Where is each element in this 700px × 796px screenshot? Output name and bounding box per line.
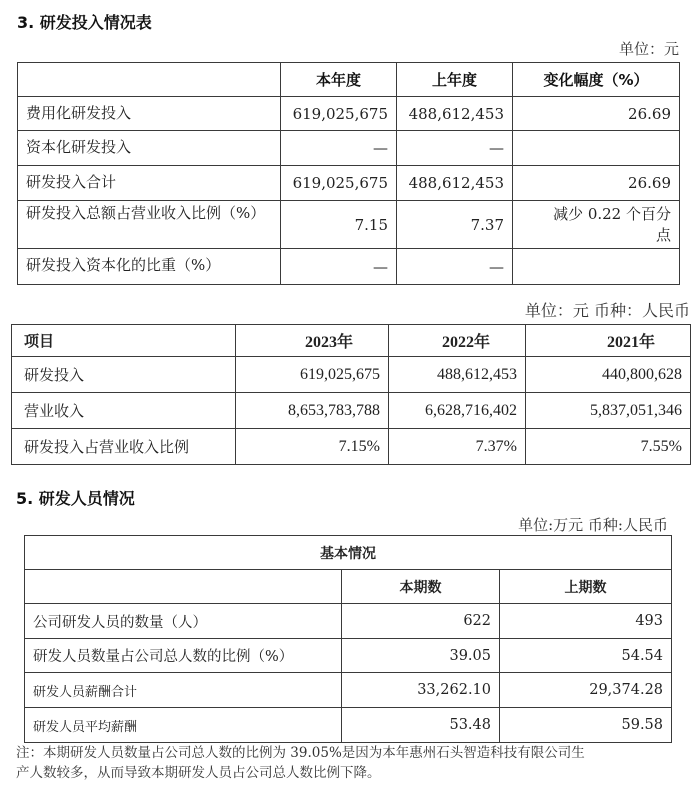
table-row — [12, 429, 691, 465]
table-header-row — [25, 570, 672, 604]
table-row — [12, 393, 691, 429]
cell-change: 26.69 — [513, 166, 680, 201]
footnote — [16, 743, 696, 783]
row-label: 研发人员数量占公司总人数的比例（%） — [25, 639, 342, 673]
cell-2023: 619,025,675 — [236, 357, 389, 393]
cell-2021: 7.55% — [526, 429, 691, 465]
group-header-cell: 基本情况 — [25, 536, 672, 570]
header-cell-current-period: 本期数 — [342, 570, 500, 604]
cell-previous: 493 — [500, 604, 672, 639]
row-label: 研发投入总额占营业收入比例（%） — [18, 201, 281, 249]
cell-change — [513, 249, 680, 285]
header-cell-empty — [25, 570, 342, 604]
table-row — [18, 201, 680, 249]
cell-2023: 7.15% — [236, 429, 389, 465]
cell-previous: 29,374.28 — [500, 673, 672, 708]
cell-current: 619,025,675 — [281, 166, 397, 201]
row-label: 研发投入 — [12, 357, 236, 393]
header-cell-current-year: 本年度 — [281, 63, 397, 97]
footnote-line-2: 产人数较多，从而导致本期研发人员占公司总人数比例下降。 — [16, 765, 381, 781]
table-row — [18, 166, 680, 201]
cell-change: 26.69 — [513, 97, 680, 131]
cell-current: 619,025,675 — [281, 97, 397, 131]
table-2-unit: 单位：元 币种：人民币 — [524, 301, 690, 320]
cell-2021: 440,800,628 — [526, 357, 691, 393]
cell-2022: 7.37% — [389, 429, 526, 465]
section-3-unit: 单位：元 — [618, 40, 679, 58]
cell-current: — — [281, 131, 397, 166]
header-cell-change: 变化幅度（%） — [513, 63, 680, 97]
cell-previous: 488,612,453 — [397, 97, 513, 131]
header-cell-2022: 2022年 — [389, 325, 526, 357]
table-row — [25, 639, 672, 673]
header-cell-item: 项目 — [12, 325, 236, 357]
cell-current: — — [281, 249, 397, 285]
row-label: 费用化研发投入 — [18, 97, 281, 131]
table-row — [18, 97, 680, 131]
group-header-row — [25, 536, 672, 570]
rd-investment-table — [17, 62, 680, 285]
table-row — [12, 357, 691, 393]
section-3-title: 3. 研发投入情况表 — [17, 13, 152, 32]
cell-current: 39.05 — [342, 639, 500, 673]
row-label: 研发投入占营业收入比例 — [12, 429, 236, 465]
cell-previous: — — [397, 249, 513, 285]
row-label: 研发投入合计 — [18, 166, 281, 201]
table-row — [25, 673, 672, 708]
cell-current: 622 — [342, 604, 500, 639]
row-label: 资本化研发投入 — [18, 131, 281, 166]
cell-previous: — — [397, 131, 513, 166]
footnote-line-1: 注：本期研发人员数量占公司总人数的比例为 39.05%是因为本年惠州石头智造科技有限公司生 — [16, 745, 585, 761]
cell-2023: 8,653,783,788 — [236, 393, 389, 429]
cell-previous: 59.58 — [500, 708, 672, 743]
cell-2021: 5,837,051,346 — [526, 393, 691, 429]
cell-previous: 54.54 — [500, 639, 672, 673]
row-label: 公司研发人员的数量（人） — [25, 604, 342, 639]
row-label: 研发人员平均薪酬 — [25, 708, 342, 743]
row-label: 研发人员薪酬合计 — [25, 673, 342, 708]
header-cell-2023: 2023年 — [236, 325, 389, 357]
cell-2022: 6,628,716,402 — [389, 393, 526, 429]
cell-previous: 7.37 — [397, 201, 513, 249]
table-row — [18, 131, 680, 166]
section-5-unit: 单位:万元 币种:人民币 — [518, 516, 668, 534]
rd-personnel-table — [24, 535, 672, 743]
row-label: 研发投入资本化的比重（%） — [18, 249, 281, 285]
rd-revenue-table — [11, 324, 691, 465]
cell-change — [513, 131, 680, 166]
header-cell-previous-year: 上年度 — [397, 63, 513, 97]
cell-2022: 488,612,453 — [389, 357, 526, 393]
header-cell-2021: 2021年 — [526, 325, 691, 357]
table-header-row — [18, 63, 680, 97]
section-5-title: 5. 研发人员情况 — [16, 489, 135, 508]
cell-current: 33,262.10 — [342, 673, 500, 708]
table-row — [18, 249, 680, 285]
table-row — [25, 604, 672, 639]
cell-previous: 488,612,453 — [397, 166, 513, 201]
row-label: 营业收入 — [12, 393, 236, 429]
header-cell-previous-period: 上期数 — [500, 570, 672, 604]
cell-current: 7.15 — [281, 201, 397, 249]
cell-current: 53.48 — [342, 708, 500, 743]
table-header-row — [12, 325, 691, 357]
header-cell-empty — [18, 63, 281, 97]
cell-change: 减少 0.22 个百分点 — [513, 201, 680, 249]
table-row — [25, 708, 672, 743]
